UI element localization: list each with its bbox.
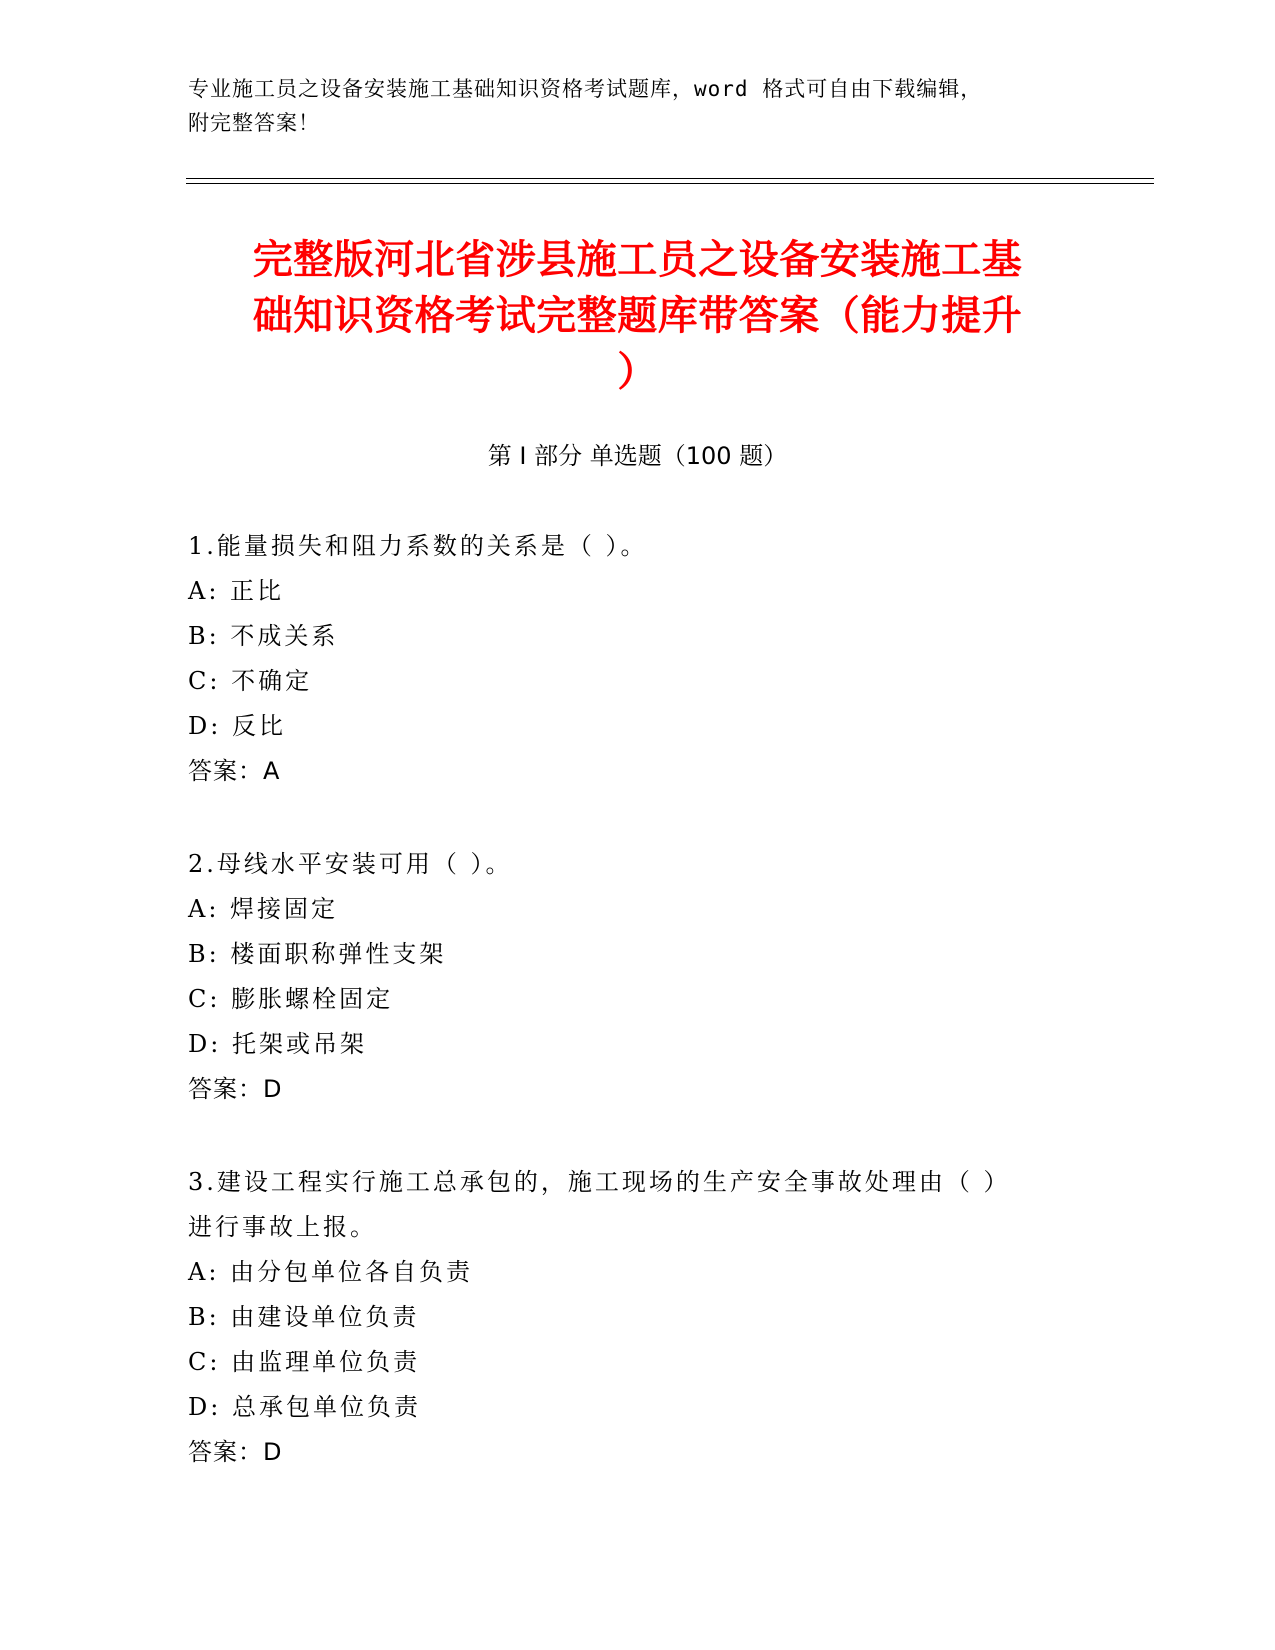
question-text: 2.母线水平安装可用（ ）。 bbox=[188, 850, 513, 878]
option-d: D: 总承包单位负责 bbox=[188, 1393, 421, 1421]
question-block bbox=[188, 1160, 1088, 1475]
title-line: 础知识资格考试完整题库带答案（能力提升 bbox=[252, 293, 1023, 339]
option-a: A: 正比 bbox=[188, 577, 285, 605]
option-a: A: 焊接固定 bbox=[188, 895, 339, 923]
header-divider bbox=[186, 178, 1154, 179]
option-c: C: 不确定 bbox=[188, 667, 313, 695]
option-c: C: 膨胀螺栓固定 bbox=[188, 985, 394, 1013]
option-d: D: 反比 bbox=[188, 712, 286, 740]
answer-line: 答案：D bbox=[188, 1438, 283, 1466]
answer-line: 答案：D bbox=[188, 1075, 283, 1103]
question-text: 3.建设工程实行施工总承包的，施工现场的生产安全事故处理由（ ） bbox=[188, 1168, 1011, 1196]
option-b: B: 由建设单位负责 bbox=[188, 1303, 420, 1331]
title-line: 完整版河北省涉县施工员之设备安装施工基 bbox=[252, 237, 1023, 283]
question-block bbox=[188, 524, 1088, 794]
answer-line: 答案：A bbox=[188, 757, 281, 785]
option-a: A: 由分包单位各自负责 bbox=[188, 1258, 474, 1286]
intro-text bbox=[188, 72, 1088, 140]
title-line: ） bbox=[617, 349, 658, 395]
question-text: 1.能量损失和阻力系数的关系是（ ）。 bbox=[188, 532, 648, 560]
option-b: B: 楼面职称弹性支架 bbox=[188, 940, 447, 968]
question-text-continued: 进行事故上报。 bbox=[188, 1213, 377, 1241]
option-d: D: 托架或吊架 bbox=[188, 1030, 367, 1058]
section-heading: 第 I 部分 单选题（100 题） bbox=[487, 442, 788, 470]
option-b: B: 不成关系 bbox=[188, 622, 339, 650]
intro-line: 专业施工员之设备安装施工基础知识资格考试题库，word 格式可自由下载编辑， bbox=[188, 77, 983, 101]
document-title bbox=[170, 232, 1105, 400]
intro-line: 附完整答案！ bbox=[188, 111, 320, 135]
header-divider bbox=[186, 183, 1154, 184]
question-block bbox=[188, 842, 1088, 1112]
option-c: C: 由监理单位负责 bbox=[188, 1348, 421, 1376]
